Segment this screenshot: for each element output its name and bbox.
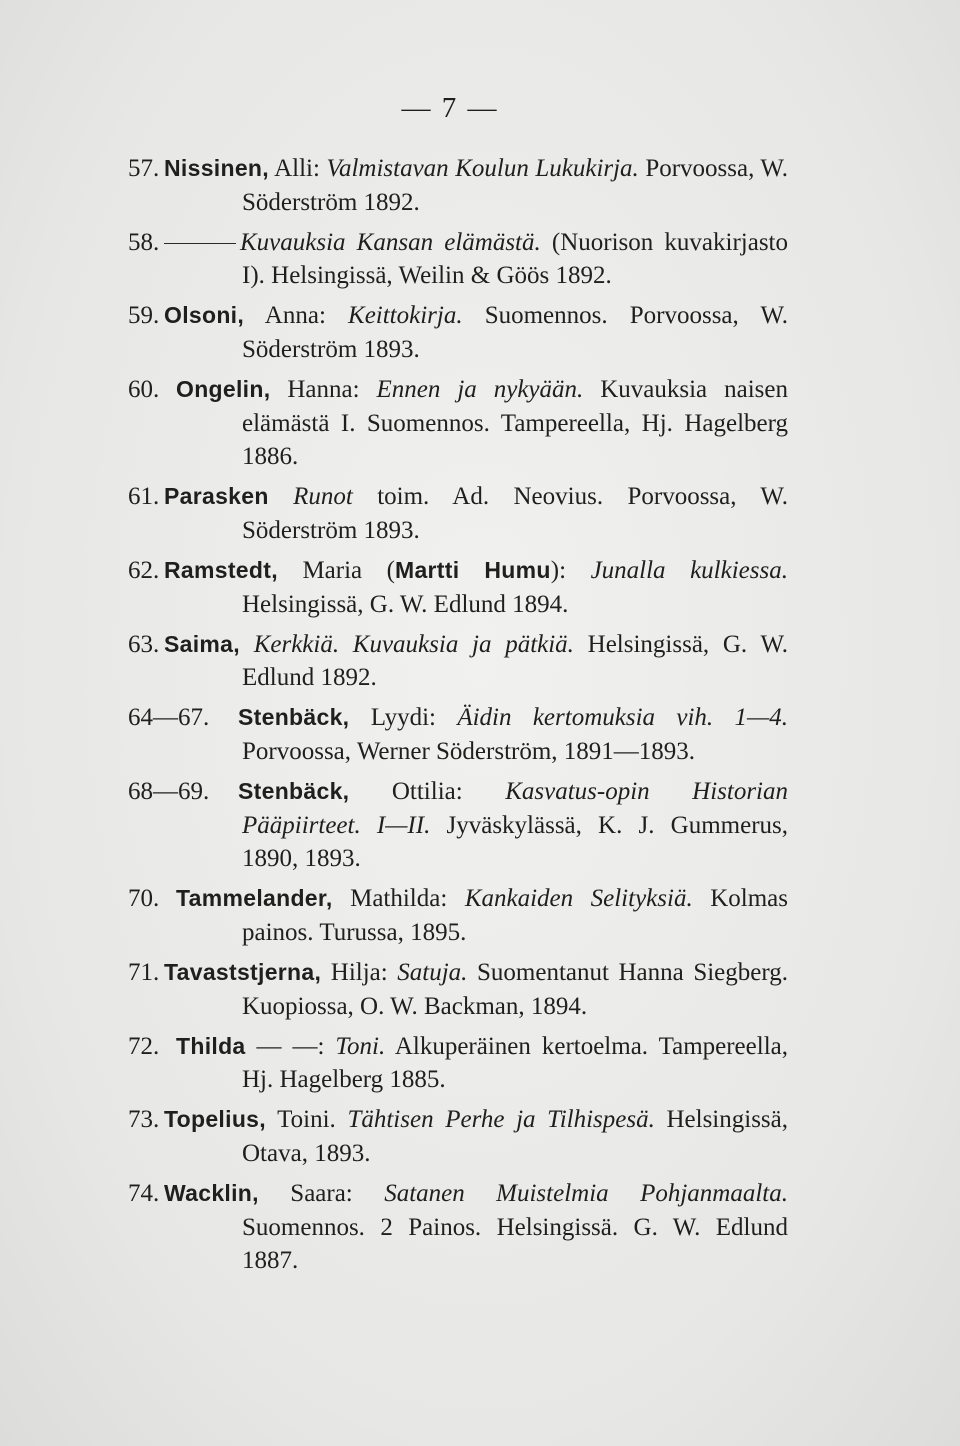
entry-number: 62. xyxy=(128,557,160,585)
entry-pseudonym-close: ): xyxy=(550,557,591,585)
entry-author-name: Mathilda: xyxy=(332,885,465,913)
entry-title: Kankaiden Selityksiä. xyxy=(464,885,693,913)
entry-author: Parasken xyxy=(164,483,269,510)
bibliography-list xyxy=(128,152,788,1284)
entry-publication: Suomennos. Porvoossa, W. Söderström 1893. xyxy=(242,302,788,363)
list-item xyxy=(128,299,788,366)
entry-title: Kerkkiä. Kuvauksia ja pätkiä. xyxy=(253,630,574,658)
entry-number: 74. xyxy=(128,1180,160,1208)
entry-number: 61. xyxy=(128,483,160,511)
entry-number: 64—67. xyxy=(128,704,210,732)
entry-number: 59. xyxy=(128,302,160,330)
entry-author: Olsoni, xyxy=(164,302,245,329)
entry-author-name: Lyydi: xyxy=(349,704,458,732)
list-item xyxy=(128,956,788,1023)
list-item xyxy=(128,373,788,474)
list-item xyxy=(128,1030,788,1097)
entry-number: 63. xyxy=(128,630,160,658)
entry-author-name: Alli: xyxy=(268,155,327,182)
entry-title: Äidin kertomuksia vih. 1—4. xyxy=(457,704,788,732)
list-item xyxy=(128,628,788,695)
entry-author: Saima, xyxy=(164,630,240,657)
entry-author-name: Toini. xyxy=(265,1106,348,1134)
entry-author: Nissinen, xyxy=(164,155,269,181)
entry-publication: Jyväskylässä, K. J. Gummerus, 1890, 1893. xyxy=(242,811,788,873)
entry-author: Ramstedt, xyxy=(164,557,278,584)
entry-title: Kuvauksia Kansan elämästä. xyxy=(240,228,541,256)
entry-publication: Helsingissä, G. W. Edlund 1892. xyxy=(242,630,788,692)
entry-title: Junalla kulkiessa. xyxy=(590,557,788,585)
entry-publication: Helsingissä, Otava, 1893. xyxy=(242,1106,789,1168)
entry-publication: Alkuperäinen kertoelma. Tampereella, Hj. Hagelberg 1885. xyxy=(242,1032,788,1094)
entry-author-name: Saara: xyxy=(258,1180,385,1208)
entry-publication: (Nuorison kuvakirjasto I). Helsingissä, Weilin & Göös 1892. xyxy=(242,228,788,290)
entry-number: 70. xyxy=(128,885,160,913)
entry-publication: Kolmas painos. Turussa, 1895. xyxy=(242,885,788,946)
entry-title: Kasvatus-opin Historian Pääpiirteet. I—II. xyxy=(242,778,789,839)
entry-author: Tammelander, xyxy=(176,885,333,912)
entry-publication: Helsingissä, G. W. Edlund 1894. xyxy=(242,590,569,618)
entry-title: Satanen Muistelmia Pohjanmaalta. xyxy=(384,1180,788,1208)
entry-author-name xyxy=(269,483,293,510)
list-item xyxy=(128,882,788,949)
entry-number: 60. xyxy=(128,376,160,404)
entry-publication: toim. Ad. Neovius. Porvoossa, W. Söderström 1893. xyxy=(242,483,788,544)
list-item xyxy=(128,1177,788,1278)
entry-title: Runot xyxy=(293,483,353,511)
entry-author-name: Hanna: xyxy=(270,376,377,404)
entry-author: Stenbäck, xyxy=(238,704,350,731)
list-item xyxy=(128,701,788,768)
entry-number: 58. xyxy=(128,228,160,256)
entry-author: Wacklin, xyxy=(164,1180,259,1207)
entry-publication: Porvoossa, Werner Söderström, 1891—1893. xyxy=(242,738,696,765)
entry-author-name: Anna: xyxy=(244,302,349,330)
entry-title: Toni. xyxy=(335,1032,386,1060)
list-item xyxy=(128,480,788,547)
entry-author: Thilda xyxy=(176,1032,246,1059)
entry-number: 57. xyxy=(128,155,160,182)
list-item xyxy=(128,775,788,876)
entry-title: Ennen ja nykyään. xyxy=(376,376,584,404)
entry-number: 71. xyxy=(128,959,160,987)
entry-publication: Suomentanut Hanna Siegberg. Kuopiossa, O. W. Backman, 1894. xyxy=(242,959,788,1020)
entry-author: Topelius, xyxy=(164,1106,266,1133)
entry-number: 72. xyxy=(128,1032,160,1060)
entry-author-name: Hilja: xyxy=(321,959,398,987)
entry-author: Stenbäck, xyxy=(238,778,350,805)
ditto-rule xyxy=(164,243,236,244)
entry-title: Valmistavan Koulun Lukukirja. xyxy=(326,155,639,182)
entry-author-name: Ottilia: xyxy=(349,778,506,806)
entry-author-name xyxy=(240,631,254,658)
entry-number: 73. xyxy=(128,1106,160,1134)
list-item xyxy=(128,1103,788,1170)
list-item xyxy=(128,226,788,293)
entry-author: Tavaststjerna, xyxy=(164,959,322,986)
list-item xyxy=(128,554,788,621)
entry-author-name: — —: xyxy=(245,1032,336,1060)
list-item xyxy=(128,152,788,219)
entry-title: Keittokirja. xyxy=(348,302,463,330)
entry-publication: Porvoossa, W. Söderström 1892. xyxy=(242,155,788,216)
entry-author-name: Maria ( xyxy=(277,557,395,585)
entry-publication: Kuvauksia naisen elämästä I. Suomennos. Tampereella, Hj. Hagelberg 1886. xyxy=(242,376,788,471)
entry-number: 68—69. xyxy=(128,778,210,806)
entry-title: Satuja. xyxy=(397,959,468,987)
entry-title: Tähtisen Perhe ja Tilhispesä. xyxy=(347,1106,655,1134)
page-number: — 7 — xyxy=(401,92,499,124)
entry-author: Ongelin, xyxy=(176,376,271,403)
entry-publication: Suomennos. 2 Painos. Helsingissä. G. W. Edlund 1887. xyxy=(242,1213,788,1275)
entry-pseudonym: Martti Humu xyxy=(395,557,551,584)
